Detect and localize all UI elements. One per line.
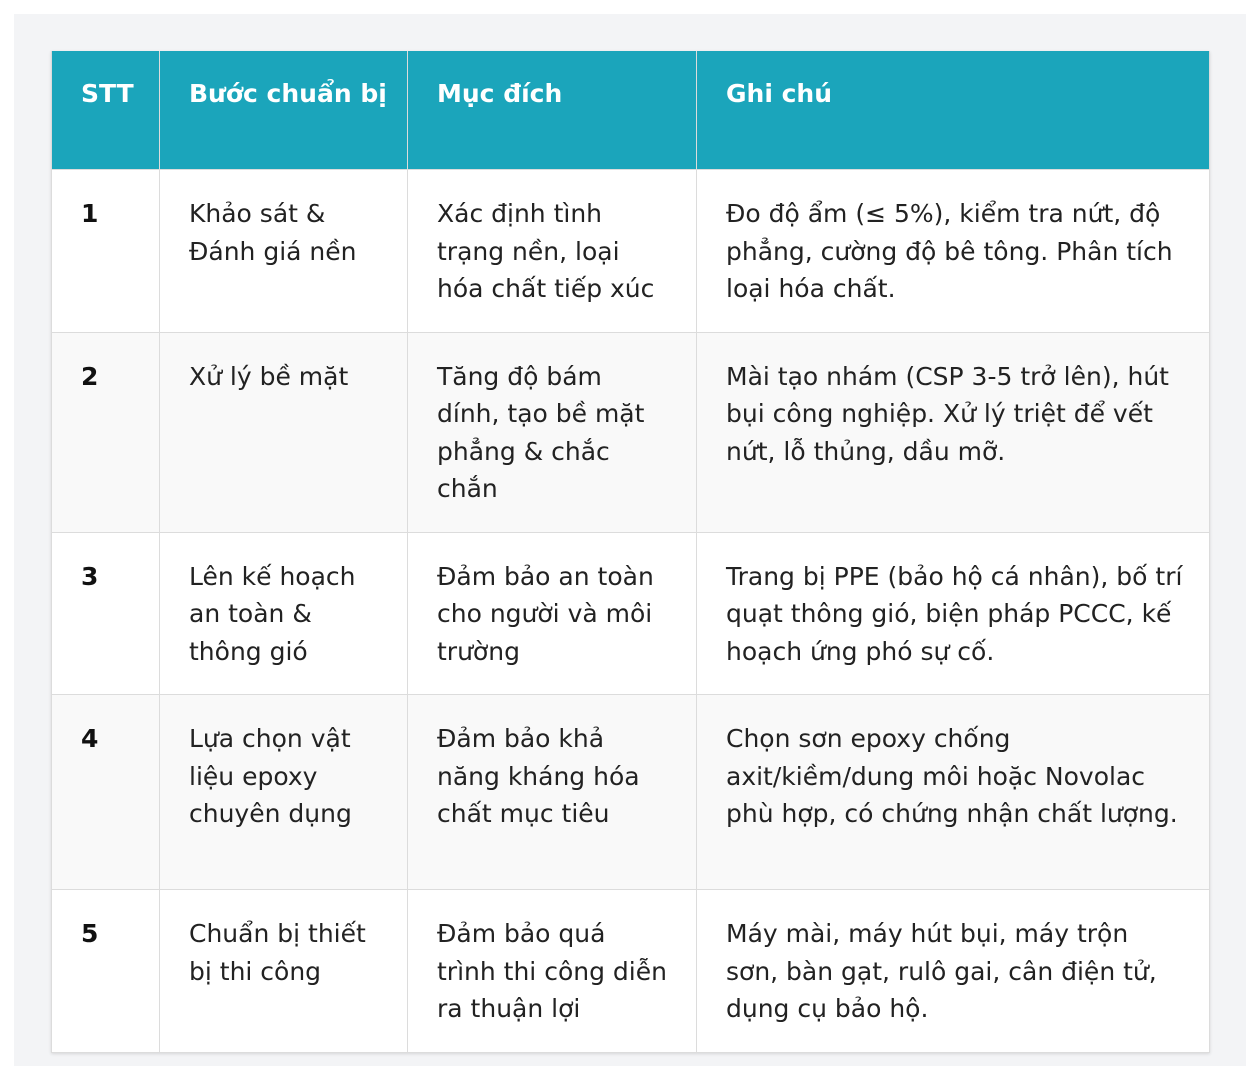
cell-stt: 5 bbox=[52, 890, 160, 1053]
cell-purpose: Đảm bảo khả năng kháng hóa chất mục tiêu bbox=[408, 695, 697, 890]
cell-purpose: Xác định tình trạng nền, loại hóa chất tiếp xúc bbox=[408, 170, 697, 333]
header-row bbox=[52, 51, 1210, 170]
table-row bbox=[52, 532, 1210, 695]
cell-note: Máy mài, máy hút bụi, máy trộn sơn, bàn gạt, rulô gai, cân điện tử, dụng cụ bảo hộ. bbox=[697, 890, 1210, 1053]
table-header bbox=[52, 51, 1210, 170]
cell-step: Xử lý bề mặt bbox=[160, 332, 408, 532]
cell-step: Khảo sát & Đánh giá nền bbox=[160, 170, 408, 333]
cell-step: Lên kế hoạch an toàn & thông gió bbox=[160, 532, 408, 695]
table-row bbox=[52, 890, 1210, 1053]
cell-stt: 4 bbox=[52, 695, 160, 890]
cell-step: Lựa chọn vật liệu epoxy chuyên dụng bbox=[160, 695, 408, 890]
header-stt: STT bbox=[52, 51, 160, 170]
cell-stt: 3 bbox=[52, 532, 160, 695]
cell-purpose: Tăng độ bám dính, tạo bề mặt phẳng & chắc chắn bbox=[408, 332, 697, 532]
cell-note: Đo độ ẩm (≤ 5%), kiểm tra nứt, độ phẳng, cường độ bê tông. Phân tích loại hóa chất. bbox=[697, 170, 1210, 333]
cell-stt: 2 bbox=[52, 332, 160, 532]
header-step: Bước chuẩn bị bbox=[160, 51, 408, 170]
header-note: Ghi chú bbox=[697, 51, 1210, 170]
cell-purpose: Đảm bảo quá trình thi công diễn ra thuận lợi bbox=[408, 890, 697, 1053]
cell-step: Chuẩn bị thiết bị thi công bbox=[160, 890, 408, 1053]
cell-stt: 1 bbox=[52, 170, 160, 333]
table-row bbox=[52, 695, 1210, 890]
table-body bbox=[52, 170, 1210, 1053]
cell-note: Mài tạo nhám (CSP 3-5 trở lên), hút bụi công nghiệp. Xử lý triệt để vết nứt, lỗ thủng, dầu mỡ. bbox=[697, 332, 1210, 532]
cell-note: Chọn sơn epoxy chống axit/kiềm/dung môi hoặc Novolac phù hợp, có chứng nhận chất lượng. bbox=[697, 695, 1210, 890]
cell-note: Trang bị PPE (bảo hộ cá nhân), bố trí quạt thông gió, biện pháp PCCC, kế hoạch ứng phó sự cố. bbox=[697, 532, 1210, 695]
table-row bbox=[52, 170, 1210, 333]
header-purpose: Mục đích bbox=[408, 51, 697, 170]
cell-purpose: Đảm bảo an toàn cho người và môi trường bbox=[408, 532, 697, 695]
preparation-steps-table bbox=[51, 51, 1210, 1053]
table-row bbox=[52, 332, 1210, 532]
